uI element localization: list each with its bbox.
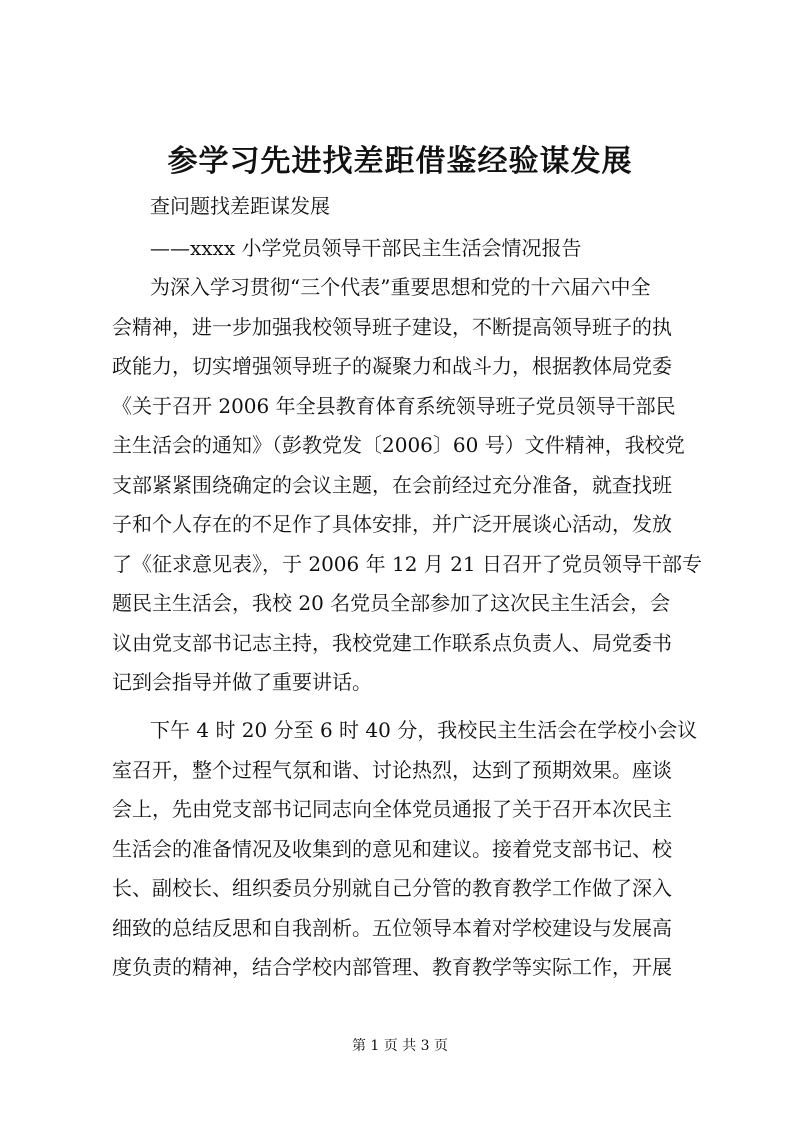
- paragraph-line: 了《征求意见表》，于 2006 年 12 月 21 日召开了党员领导干部专: [112, 552, 702, 576]
- subtitle-line: ——xxxx 小学党员领导干部民主生活会情况报告: [150, 236, 582, 260]
- paragraph-line: 记到会指导并做了重要讲话。: [112, 670, 372, 694]
- document-title: 参学习先进找差距借鉴经验谋发展: [167, 144, 633, 179]
- paragraph-line: 下午 4 时 20 分至 6 时 40 分，我校民主生活会在学校小会议: [150, 718, 698, 742]
- paragraph-line: 细致的总结反思和自我剖析。五位领导本着对学校建设与发展高: [112, 916, 672, 940]
- paragraph-line: 《关于召开 2006 年全县教育体育系统领导班子党员领导干部民: [112, 394, 676, 418]
- paragraph-line: 子和个人存在的不足作了具体安排，并广泛开展谈心活动，发放: [112, 512, 672, 536]
- paragraph-line: 生活会的准备情况及收集到的意见和建议。接着党支部书记、校: [112, 837, 672, 861]
- paragraph-line: 支部紧紧围绕确定的会议主题，在会前经过充分准备，就查找班: [112, 473, 672, 497]
- paragraph-line: 会精神，进一步加强我校领导班子建设，不断提高领导班子的执: [112, 315, 672, 339]
- paragraph-line: 会上，先由党支部书记同志向全体党员通报了关于召开本次民主: [112, 797, 672, 821]
- page-footer: 第 1 页 共 3 页: [351, 1038, 449, 1054]
- paragraph-line: 题民主生活会，我校 20 名党员全部参加了这次民主生活会，会: [112, 591, 671, 615]
- paragraph-line: 为深入学习贯彻“三个代表”重要思想和党的十六届六中全: [150, 275, 651, 299]
- paragraph-line: 室召开，整个过程气氛和谐、讨论热烈，达到了预期效果。座谈: [112, 758, 672, 782]
- paragraph-line: 议由党支部书记志主持，我校党建工作联系点负责人、局党委书: [112, 631, 672, 655]
- paragraph-line: 政能力，切实增强领导班子的凝聚力和战斗力，根据教体局党委: [112, 354, 672, 378]
- paragraph-line: 长、副校长、组织委员分别就自己分管的教育教学工作做了深入: [112, 876, 672, 900]
- paragraph-line: 主生活会的通知》（彭教党发〔2006〕60 号）文件精神，我校党: [112, 433, 685, 457]
- subtitle-line: 查问题找差距谋发展: [150, 194, 330, 218]
- paragraph-line: 度负责的精神，结合学校内部管理、教育教学等实际工作，开展: [112, 955, 672, 979]
